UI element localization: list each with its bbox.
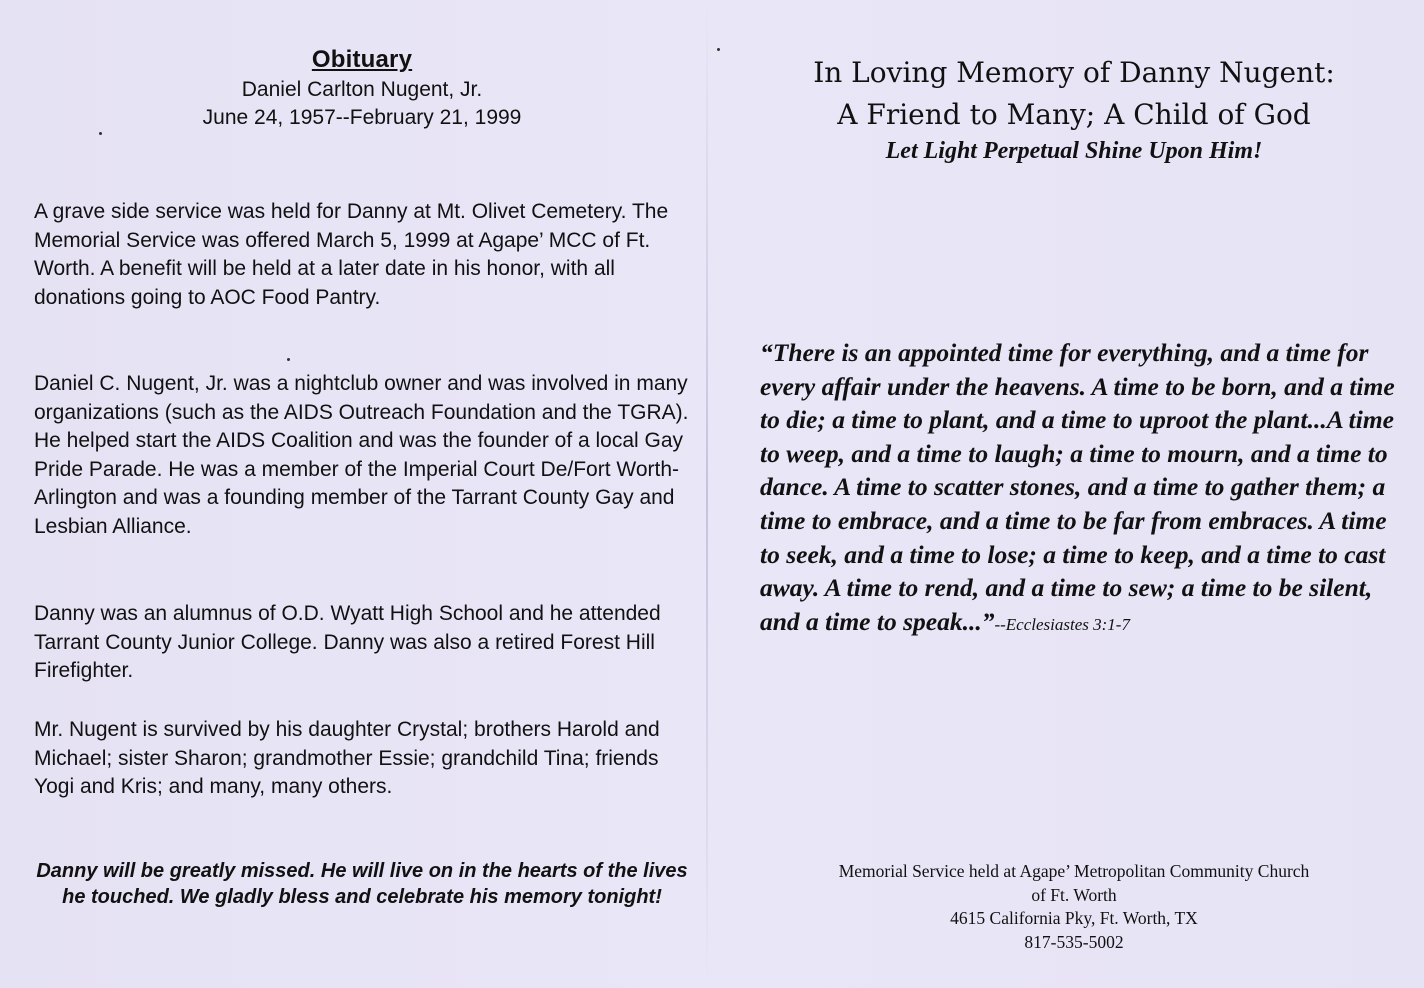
service-address: 4615 California Pky, Ft. Worth, TX <box>950 908 1198 928</box>
survivors-paragraph: Mr. Nugent is survived by his daughter Crystal; brothers Harold and Michael; sister Sharon; grandmother Essie; grandchild Tina; friends Yogi and Kris; and many, many others. <box>34 718 660 798</box>
scripture-quote <box>760 336 1412 641</box>
obituary-heading: Obituary <box>311 46 413 73</box>
quote-text: “There is an appointed time for everything, and a time for every affair under the heavens. A time to be born, and a time to die; a time to plant, and a time to uproot the plant...A time to weep, and a time to laugh; a time to mourn, and a time to dance. A time to scatter stones, and a time to gather them; a time to embrace, and a time to be far from embraces. A time to seek, and a time to lose; a time to keep, and a time to cast away. A time to rend, and a time to sew; a time to be silent, and a time to speak...” <box>760 338 1395 636</box>
obituary-panel <box>32 46 692 908</box>
memorial-title-line1: In Loving Memory of Danny Nugent: <box>813 56 1335 89</box>
closing-statement: Danny will be greatly missed. He will live on in the hearts of the lives he touched. We gladly bless and celebrate his memory tonight! <box>36 860 688 908</box>
scan-speck <box>99 132 102 135</box>
memorial-panel <box>740 52 1408 952</box>
education-paragraph: Danny was an alumnus of O.D. Wyatt High School and he attended Tarrant County Junior College. Danny was also a retired Forest Hill Firefighter. <box>34 602 661 682</box>
service-info <box>740 860 1408 954</box>
quote-citation: --Ecclesiastes 3:1-7 <box>994 614 1130 634</box>
service-location-city: of Ft. Worth <box>1031 884 1117 905</box>
scan-speck <box>717 48 720 51</box>
service-location: Memorial Service held at Agape’ Metropolitan Community Church <box>838 861 1310 881</box>
center-fold <box>706 0 708 988</box>
life-dates: June 24, 1957--February 21, 1999 <box>202 106 522 129</box>
memorial-title-line2: A Friend to Many; A Child of God <box>837 98 1311 131</box>
service-paragraph: A grave side service was held for Danny at Mt. Olivet Cemetery. The Memorial Service was offered March 5, 1999 at Agape’ MCC of Ft. Worth. A benefit will be held at a later date in his honor, with all donations going to AOC Food Pantry. <box>34 200 669 309</box>
scan-speck <box>287 358 290 361</box>
memorial-subtitle: Let Light Perpetual Shine Upon Him! <box>885 138 1263 164</box>
organizations-paragraph: Daniel C. Nugent, Jr. was a nightclub owner and was involved in many organizations (such as the AIDS Outreach Foundation and the TGRA). He helped start the AIDS Coalition and was the founder of a local Gay Pride Parade. He was a member of the Imperial Court De/Fort Worth-Arlington and was a founding member of the Tarrant County Gay and Lesbian Alliance. <box>34 372 689 538</box>
deceased-name: Daniel Carlton Nugent, Jr. <box>241 78 483 101</box>
service-phone: 817-535-5002 <box>1024 931 1124 952</box>
